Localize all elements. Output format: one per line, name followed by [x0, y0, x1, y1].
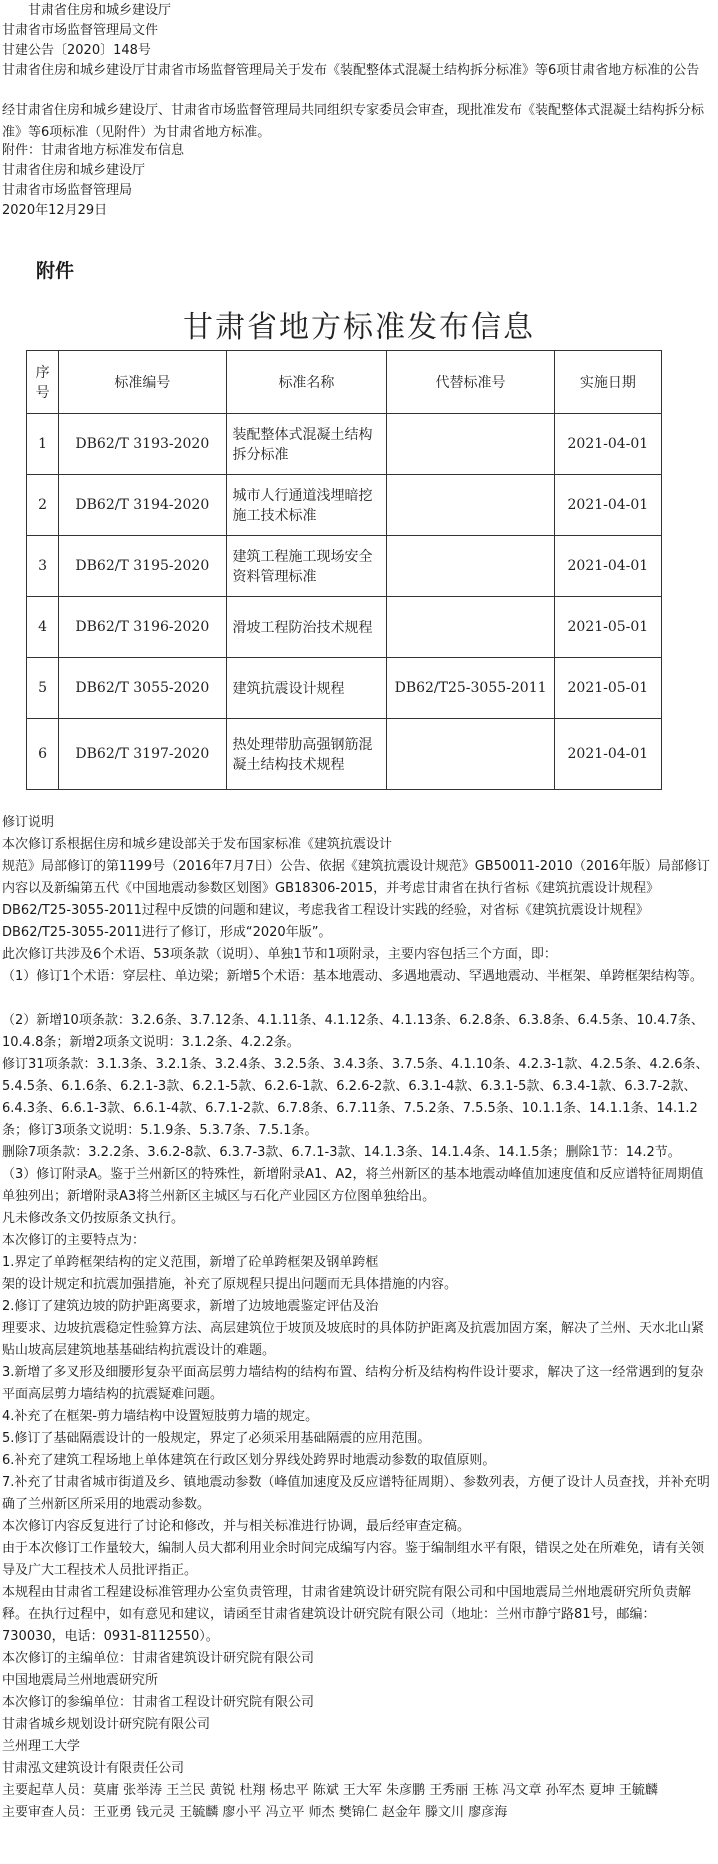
paragraph: 规范》局部修订的第1199号（2016年7月7日）公告、依据《建筑抗震设计规范》GB50011-2010（2016年版）局部修订内容以及新编第五代《中国地震动参数区划图》GB18306-2015，并考虑甘肃省在执行省标《建筑抗震设计规程》DB62/T25-3055-2011过程中反馈的问题和建议，考虑我省工程设计实践的经验，对省标《建筑抗震设计规程》DB62/T25-3055-2011进行了修订，形成“2020年版”。 [2, 859, 710, 940]
signatory-line: 甘肃省市场监督管理局 [2, 183, 133, 198]
standard-code: DB62/T 3196-2020 [59, 597, 226, 658]
list-item: 4.补充了在框架-剪力墙结构中设置短肢剪力墙的规定。 [2, 1409, 319, 1424]
column-header: 代替标准号 [387, 351, 554, 414]
standard-code: DB62/T 3194-2020 [59, 475, 226, 536]
attachment-note: 附件：甘肃省地方标准发布信息 [2, 143, 185, 158]
row-index: 3 [27, 536, 59, 597]
issuer-line: 甘肃省市场监督管理局文件 [2, 23, 159, 38]
paragraph: （2）新增10项条款：3.2.6条、3.7.12条、4.1.11条、4.1.12条、4.1.13条、6.2.8条、6.3.8条、6.4.5条、10.4.7条、10.4.8条；新增2项条文说明：3.1.2条、4.2.2条。 [2, 1013, 704, 1050]
section-heading: 修订说明 [2, 815, 55, 830]
column-header: 序号 [27, 351, 59, 414]
list-item: 6.补充了建筑工程场地上单体建筑在行政区划分界线处跨界时地震动参数的取值原则。 [2, 1453, 496, 1468]
replaced-standard [387, 536, 554, 597]
list-item: 5.修订了基础隔震设计的一般规定，界定了必须采用基础隔震的应用范围。 [2, 1431, 431, 1446]
list-item: 理要求、边坡抗震稳定性验算方法、高层建筑位于坡顶及坡底时的具体防护距离及抗震加固方案，解决了兰州、天水北山紧贴山坡高层建筑地基基础结构抗震设计的难题。 [2, 1321, 705, 1358]
table-row [27, 719, 662, 790]
effective-date: 2021-05-01 [554, 658, 661, 719]
issuer-line: 甘肃省住房和城乡建设厅 [28, 3, 172, 18]
standard-code: DB62/T 3055-2020 [59, 658, 226, 719]
paragraph: 凡未修改条文仍按原条文执行。 [2, 1211, 185, 1226]
list-item: 架的设计规定和抗震加强措施，补充了原规程只提出问题而无具体措施的内容。 [2, 1277, 458, 1292]
notice-body: 经甘肃省住房和城乡建设厅、甘肃省市场监督管理局共同组织专家委员会审查，现批准发布《装配整体式混凝土结构拆分标准》等6项标准（见附件）为甘肃省地方标准。 [2, 103, 705, 140]
notice-date: 2020年12月29日 [2, 203, 108, 218]
notice-title: 甘肃省住房和城乡建设厅甘肃省市场监督管理局关于发布《装配整体式混凝土结构拆分标准》等6项甘肃省地方标准的公告 [2, 63, 700, 78]
list-item: 1.界定了单跨框架结构的定义范围，新增了砼单跨框架及钢单跨框 [2, 1255, 379, 1270]
table-row [27, 658, 662, 719]
standard-name: 热处理带肋高强钢筋混凝土结构技术规程 [226, 719, 387, 790]
standard-name: 装配整体式混凝土结构拆分标准 [226, 414, 387, 475]
participant-line: 本次修订的参编单位：甘肃省工程设计研究院有限公司 [2, 1695, 315, 1710]
reviewers-line: 主要审查人员：王亚勇 钱元灵 王毓麟 廖小平 冯立平 师杰 樊锦仁 赵金年 滕文川 廖彦海 [2, 1805, 508, 1820]
standard-code: DB62/T 3195-2020 [59, 536, 226, 597]
organization-line: 中国地震局兰州地震研究所 [2, 1673, 159, 1688]
replaced-standard: DB62/T25-3055-2011 [387, 658, 554, 719]
replaced-standard [387, 719, 554, 790]
chief-editor-line: 本次修订的主编单位：甘肃省建筑设计研究院有限公司 [2, 1651, 315, 1666]
standards-table-title: 甘肃省地方标准发布信息 [183, 310, 535, 345]
standard-code: DB62/T 3197-2020 [59, 719, 226, 790]
replaced-standard [387, 597, 554, 658]
replaced-standard [387, 414, 554, 475]
paragraph: 此次修订共涉及6个术语、53项条款（说明）、单独1节和1项附录，主要内容包括三个方面，即： [2, 947, 557, 962]
list-item: 3.新增了多叉形及细腰形复杂平面高层剪力墙结构的结构布置、结构分析及结构构件设计要求，解决了这一经常遇到的复杂平面高层剪力墙结构的抗震疑难问题。 [2, 1365, 704, 1402]
row-index: 1 [27, 414, 59, 475]
table-row [27, 475, 662, 536]
effective-date: 2021-04-01 [554, 536, 661, 597]
standard-name: 城市人行通道浅埋暗挖施工技术标准 [226, 475, 387, 536]
organization-line: 兰州理工大学 [2, 1739, 81, 1754]
standard-name: 建筑工程施工现场安全资料管理标准 [226, 536, 387, 597]
effective-date: 2021-04-01 [554, 475, 661, 536]
column-header: 标准编号 [59, 351, 226, 414]
table-row [27, 536, 662, 597]
table-row [27, 597, 662, 658]
row-index: 5 [27, 658, 59, 719]
effective-date: 2021-04-01 [554, 719, 661, 790]
paragraph: 修订31项条款：3.1.3条、3.2.1条、3.2.4条、3.2.5条、3.4.3条、3.7.5条、4.1.10条、4.2.3-1款、4.2.5条、4.2.6条、5.4.5条、6.1.6条、6.2.1-3款、6.2.1-5款、6.2.6-1款、6.2.6-2款、6.3.1-4款、6.3.1-5款、6.3.4-1款、6.3.7-2款、6.4.3条、6.6.1-3款、6.6.1-4款、6.7.1-2款、6.7.8条、6.7.11条、7.5.2条、7.5.5条、10.1.1条、14.1.1条、14.1.2条；修订3项条文说明：5.1.9条、5.3.7条、7.5.1条。 [2, 1057, 709, 1138]
paragraph: 本规程由甘肃省工程建设标准管理办公室负责管理，甘肃省建筑设计研究院有限公司和中国地震局兰州地震研究所负责解释。在执行过程中，如有意见和建议，请函至甘肃省建筑设计研究院有限公司（地址：兰州市静宁路81号，邮编：730030，电话：0931-8112550）。 [2, 1585, 692, 1644]
effective-date: 2021-04-01 [554, 414, 661, 475]
standard-code: DB62/T 3193-2020 [59, 414, 226, 475]
column-header: 标准名称 [226, 351, 387, 414]
row-index: 2 [27, 475, 59, 536]
row-index: 6 [27, 719, 59, 790]
list-item: 7.补充了甘肃省城市街道及乡、镇地震动参数（峰值加速度及反应谱特征周期）、参数列表，方便了设计人员查找，并补充明确了兰州新区所采用的地震动参数。 [2, 1475, 710, 1512]
paragraph: 由于本次修订工作量较大，编制人员大都利用业余时间完成编写内容。鉴于编制组水平有限，错误之处在所难免，请有关领导及广大工程技术人员批评指正。 [2, 1541, 705, 1578]
row-index: 4 [27, 597, 59, 658]
replaced-standard [387, 475, 554, 536]
attachment-heading: 附件 [36, 260, 75, 282]
standard-name: 滑坡工程防治技术规程 [226, 597, 387, 658]
organization-line: 甘肃省城乡规划设计研究院有限公司 [2, 1717, 211, 1732]
standards-table [26, 350, 662, 790]
signatory-line: 甘肃省住房和城乡建设厅 [2, 163, 146, 178]
drafters-line: 主要起草人员：莫庸 张举涛 王兰民 黄锐 杜翔 杨忠平 陈斌 王大军 朱彦鹏 王秀丽 王栋 冯文章 孙军杰 夏坤 王毓麟 [2, 1783, 658, 1798]
paragraph: 本次修订系根据住房和城乡建设部关于发布国家标准《建筑抗震设计 [2, 837, 393, 852]
organization-line: 甘肃泓文建筑设计有限责任公司 [2, 1761, 185, 1776]
paragraph: （1）修订1个术语：穿层柱、单边梁；新增5个术语：基本地震动、多遇地震动、罕遇地震动、半框架、单跨框架结构等。 [2, 969, 703, 984]
list-item: 2.修订了建筑边坡的防护距离要求，新增了边坡地震鉴定评估及治 [2, 1299, 379, 1314]
document-number: 甘建公告〔2020〕148号 [2, 43, 151, 58]
table-row [27, 414, 662, 475]
paragraph: 删除7项条款：3.2.2条、3.6.2-8款、6.3.7-3款、6.7.1-3款、14.1.3条、14.1.4条、14.1.5条；删除1节：14.2节。 [2, 1145, 681, 1160]
standard-name: 建筑抗震设计规程 [226, 658, 387, 719]
paragraph: 本次修订的主要特点为： [2, 1233, 146, 1248]
column-header: 实施日期 [554, 351, 661, 414]
effective-date: 2021-05-01 [554, 597, 661, 658]
paragraph: 本次修订内容反复进行了讨论和修改，并与相关标准进行协调，最后经审查定稿。 [2, 1519, 471, 1534]
table-header-row [27, 351, 662, 414]
paragraph: （3）修订附录A。鉴于兰州新区的特殊性，新增附录A1、A2，将兰州新区的基本地震动峰值加速度值和反应谱特征周期值单独列出；新增附录A3将兰州新区主城区与石化产业园区方位图单独给出。 [2, 1167, 704, 1204]
